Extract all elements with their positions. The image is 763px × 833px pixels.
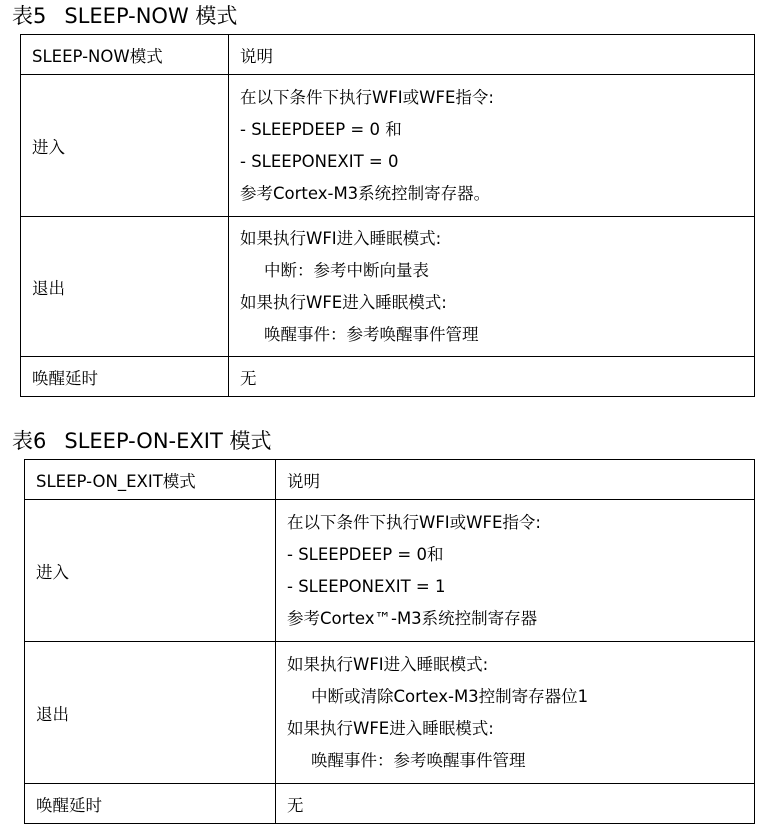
table5-exit-label: 退出 [21, 217, 229, 357]
table6-exit-line-1: 如果执行WFI进入睡眠模式: [287, 654, 489, 674]
table5-caption [12, 3, 237, 29]
table6-row-wakeup-latency [25, 784, 755, 824]
table6-enter-description [276, 500, 755, 642]
table6-exit-line-2: 中断或清除Cortex-M3控制寄存器位1 [311, 686, 589, 706]
table5-exit-line-4: 唤醒事件：参考唤醒事件管理 [264, 324, 479, 344]
table6-header-mode: SLEEP-ON_EXIT模式 [25, 460, 276, 500]
table6-exit-line-3: 如果执行WFE进入睡眠模式: [287, 718, 494, 738]
table5-row-wakeup-latency [21, 357, 755, 397]
table6-caption [12, 428, 271, 454]
table6-enter-label: 进入 [25, 500, 276, 642]
table5-enter-description [229, 75, 755, 217]
table6-enter-line-4: 参考Cortex™-M3系统控制寄存器 [287, 608, 538, 628]
table5-header-row [21, 35, 755, 75]
table5-exit-description [229, 217, 755, 357]
table5-wakeup-label: 唤醒延时 [21, 357, 229, 397]
table6-exit-label: 退出 [25, 642, 276, 784]
table6-enter-line-3: - SLEEPONEXIT = 1 [287, 576, 446, 596]
table5-wakeup-value: 无 [229, 357, 755, 397]
table6-caption-title: SLEEP-ON-EXIT 模式 [64, 429, 272, 453]
table6-exit-description [276, 642, 755, 784]
table6-row-enter [25, 500, 755, 642]
table6-header-description: 说明 [276, 460, 755, 500]
table5-header-description: 说明 [229, 35, 755, 75]
table5 [20, 34, 755, 397]
table6 [24, 459, 755, 824]
table5-enter-line-1: 在以下条件下执行WFI或WFE指令: [240, 87, 494, 107]
table5-caption-title: SLEEP-NOW 模式 [64, 4, 238, 28]
table5-enter-label: 进入 [21, 75, 229, 217]
table6-caption-number: 表6 [12, 429, 47, 453]
table5-enter-line-4: 参考Cortex-M3系统控制寄存器。 [240, 183, 491, 203]
table6-enter-line-1: 在以下条件下执行WFI或WFE指令: [287, 512, 541, 532]
table6-wakeup-label: 唤醒延时 [25, 784, 276, 824]
table5-caption-number: 表5 [12, 4, 47, 28]
table5-enter-line-3: - SLEEPONEXIT = 0 [240, 151, 399, 171]
table5-exit-line-3: 如果执行WFE进入睡眠模式: [240, 292, 447, 312]
table5-header-mode: SLEEP-NOW模式 [21, 35, 229, 75]
table6-row-exit [25, 642, 755, 784]
table6-exit-line-4: 唤醒事件：参考唤醒事件管理 [311, 750, 526, 770]
table5-exit-line-1: 如果执行WFI进入睡眠模式: [240, 228, 442, 248]
table6-header-row [25, 460, 755, 500]
table5-exit-line-2: 中断：参考中断向量表 [264, 260, 429, 280]
table5-enter-line-2: - SLEEPDEEP = 0 和 [240, 119, 402, 139]
table6-wakeup-value: 无 [276, 784, 755, 824]
table6-enter-line-2: - SLEEPDEEP = 0和 [287, 544, 444, 564]
table5-row-exit [21, 217, 755, 357]
table5-row-enter [21, 75, 755, 217]
